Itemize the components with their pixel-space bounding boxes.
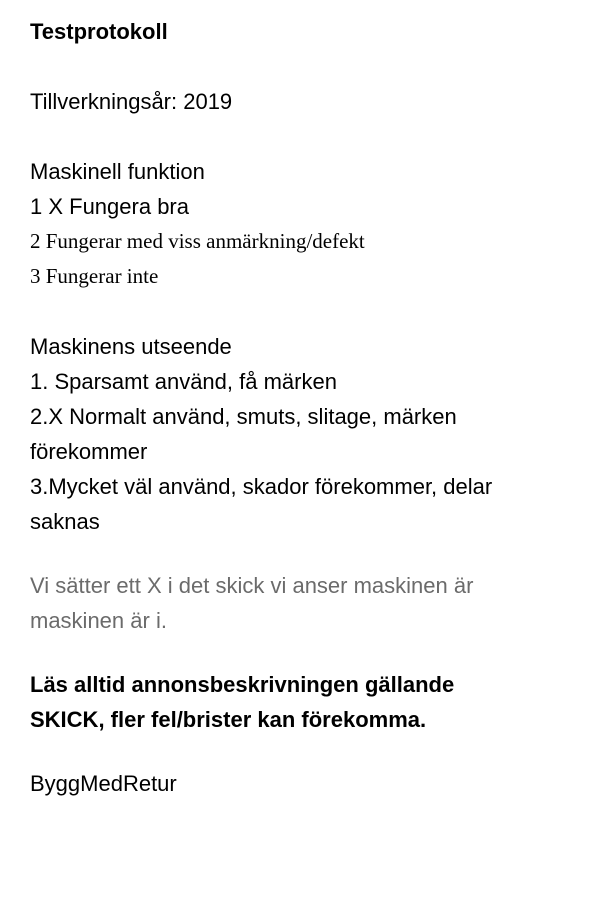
condition-note — [30, 568, 575, 638]
company-signature: ByggMedRetur — [30, 771, 177, 796]
appearance-item-2-line-2: förekommer — [30, 439, 148, 464]
function-heading: Maskinell funktion — [30, 159, 205, 184]
spacer — [30, 294, 575, 329]
spacer — [30, 49, 575, 84]
appearance-item-1: 1. Sparsamt använd, få märken — [30, 369, 337, 394]
document-title: Testprotokoll — [30, 19, 168, 44]
condition-note-line-2: maskinen är i. — [30, 608, 167, 633]
test-protocol-document — [30, 14, 575, 801]
spacer — [30, 119, 575, 154]
function-item-2: 2 Fungerar med viss anmärkning/defekt — [30, 229, 365, 253]
function-item-3: 3 Fungerar inte — [30, 264, 159, 288]
appearance-item-3-line-1: 3.Mycket väl använd, skador förekommer, delar — [30, 474, 493, 499]
function-item-1: 1 X Fungera bra — [30, 194, 189, 219]
function-section — [30, 154, 575, 294]
condition-note-line-1: Vi sätter ett X i det skick vi anser maskinen är — [30, 573, 474, 598]
appearance-section — [30, 329, 575, 539]
condition-warning-line-1: Läs alltid annonsbeskrivningen gällande — [30, 672, 455, 697]
appearance-item-3-line-2: saknas — [30, 509, 100, 534]
manufacturing-year: Tillverkningsår: 2019 — [30, 89, 233, 114]
spacer — [30, 737, 575, 766]
condition-warning-line-2: SKICK, fler fel/brister kan förekomma. — [30, 707, 427, 732]
spacer — [30, 539, 575, 568]
appearance-heading: Maskinens utseende — [30, 334, 232, 359]
condition-warning — [30, 667, 575, 737]
spacer — [30, 638, 575, 667]
appearance-item-2-line-1: 2.X Normalt använd, smuts, slitage, märken — [30, 404, 457, 429]
